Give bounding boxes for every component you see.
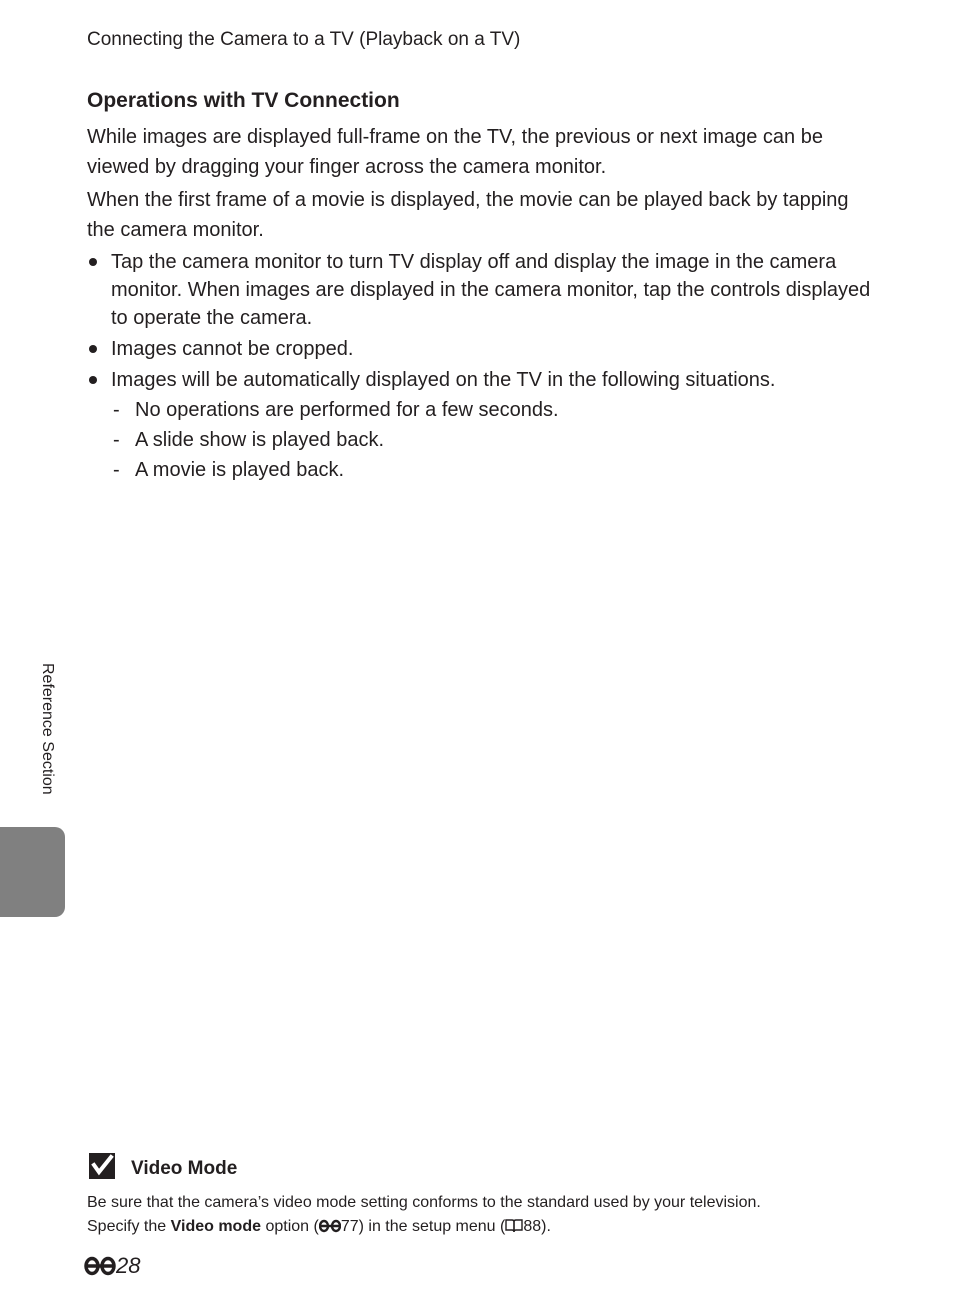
side-tab: [0, 827, 65, 917]
paragraph-browse-images: While images are displayed full-frame on the TV, the previous or next image can be viewed by dragging your finger across the camera monitor.: [87, 126, 823, 178]
bullet-list: [87, 248, 877, 488]
sub-list: [111, 395, 877, 485]
running-head: Connecting the Camera to a TV (Playback on a TV): [87, 29, 521, 50]
note-line-1: Be sure that the camera’s video mode setting conforms to the standard used by your television.: [87, 1194, 761, 1211]
section-title: Operations with TV Connection: [87, 89, 400, 112]
page-number: [84, 1251, 140, 1281]
reference-section-icon: [84, 1256, 116, 1276]
note-line-2-mid2: ) in the setup menu (: [358, 1218, 506, 1235]
side-tab-label: Reference Section: [39, 663, 56, 795]
note-text: [87, 1191, 877, 1239]
book-icon: [505, 1218, 523, 1233]
video-mode-term: Video mode: [170, 1218, 261, 1235]
page-number-value: 28: [116, 1253, 141, 1278]
bullet-item: [87, 335, 877, 363]
reference-section-icon: [319, 1219, 341, 1233]
sub-item: - A movie is played back.: [111, 455, 877, 485]
bullet-text: Images cannot be cropped.: [111, 338, 354, 360]
bullet-item: [87, 366, 877, 485]
sub-item: - A slide show is played back.: [111, 425, 877, 455]
note-line-2-start: Specify the: [87, 1218, 171, 1235]
note-line-2-end: ).: [541, 1218, 551, 1235]
reference-page-77[interactable]: 77: [340, 1218, 359, 1235]
note-line-2-mid: option (: [261, 1218, 319, 1235]
reference-page-88[interactable]: 88: [523, 1218, 542, 1235]
bullet-text: Images will be automatically displayed on the TV in the following situations.: [111, 369, 776, 391]
bullet-item: [87, 248, 877, 332]
check-note-icon: [88, 1152, 116, 1180]
bullet-text: Tap the camera monitor to turn TV display off and display the image in the camera monitor. When images are displayed in the camera monitor, tap the controls displayed to operate the camera.: [111, 251, 871, 329]
note-title: Video Mode: [131, 1158, 238, 1179]
paragraph-movie-playback: When the first frame of a movie is displayed, the movie can be played back by tapping the camera monitor.: [87, 189, 849, 241]
sub-item: - No operations are performed for a few seconds.: [111, 395, 877, 425]
